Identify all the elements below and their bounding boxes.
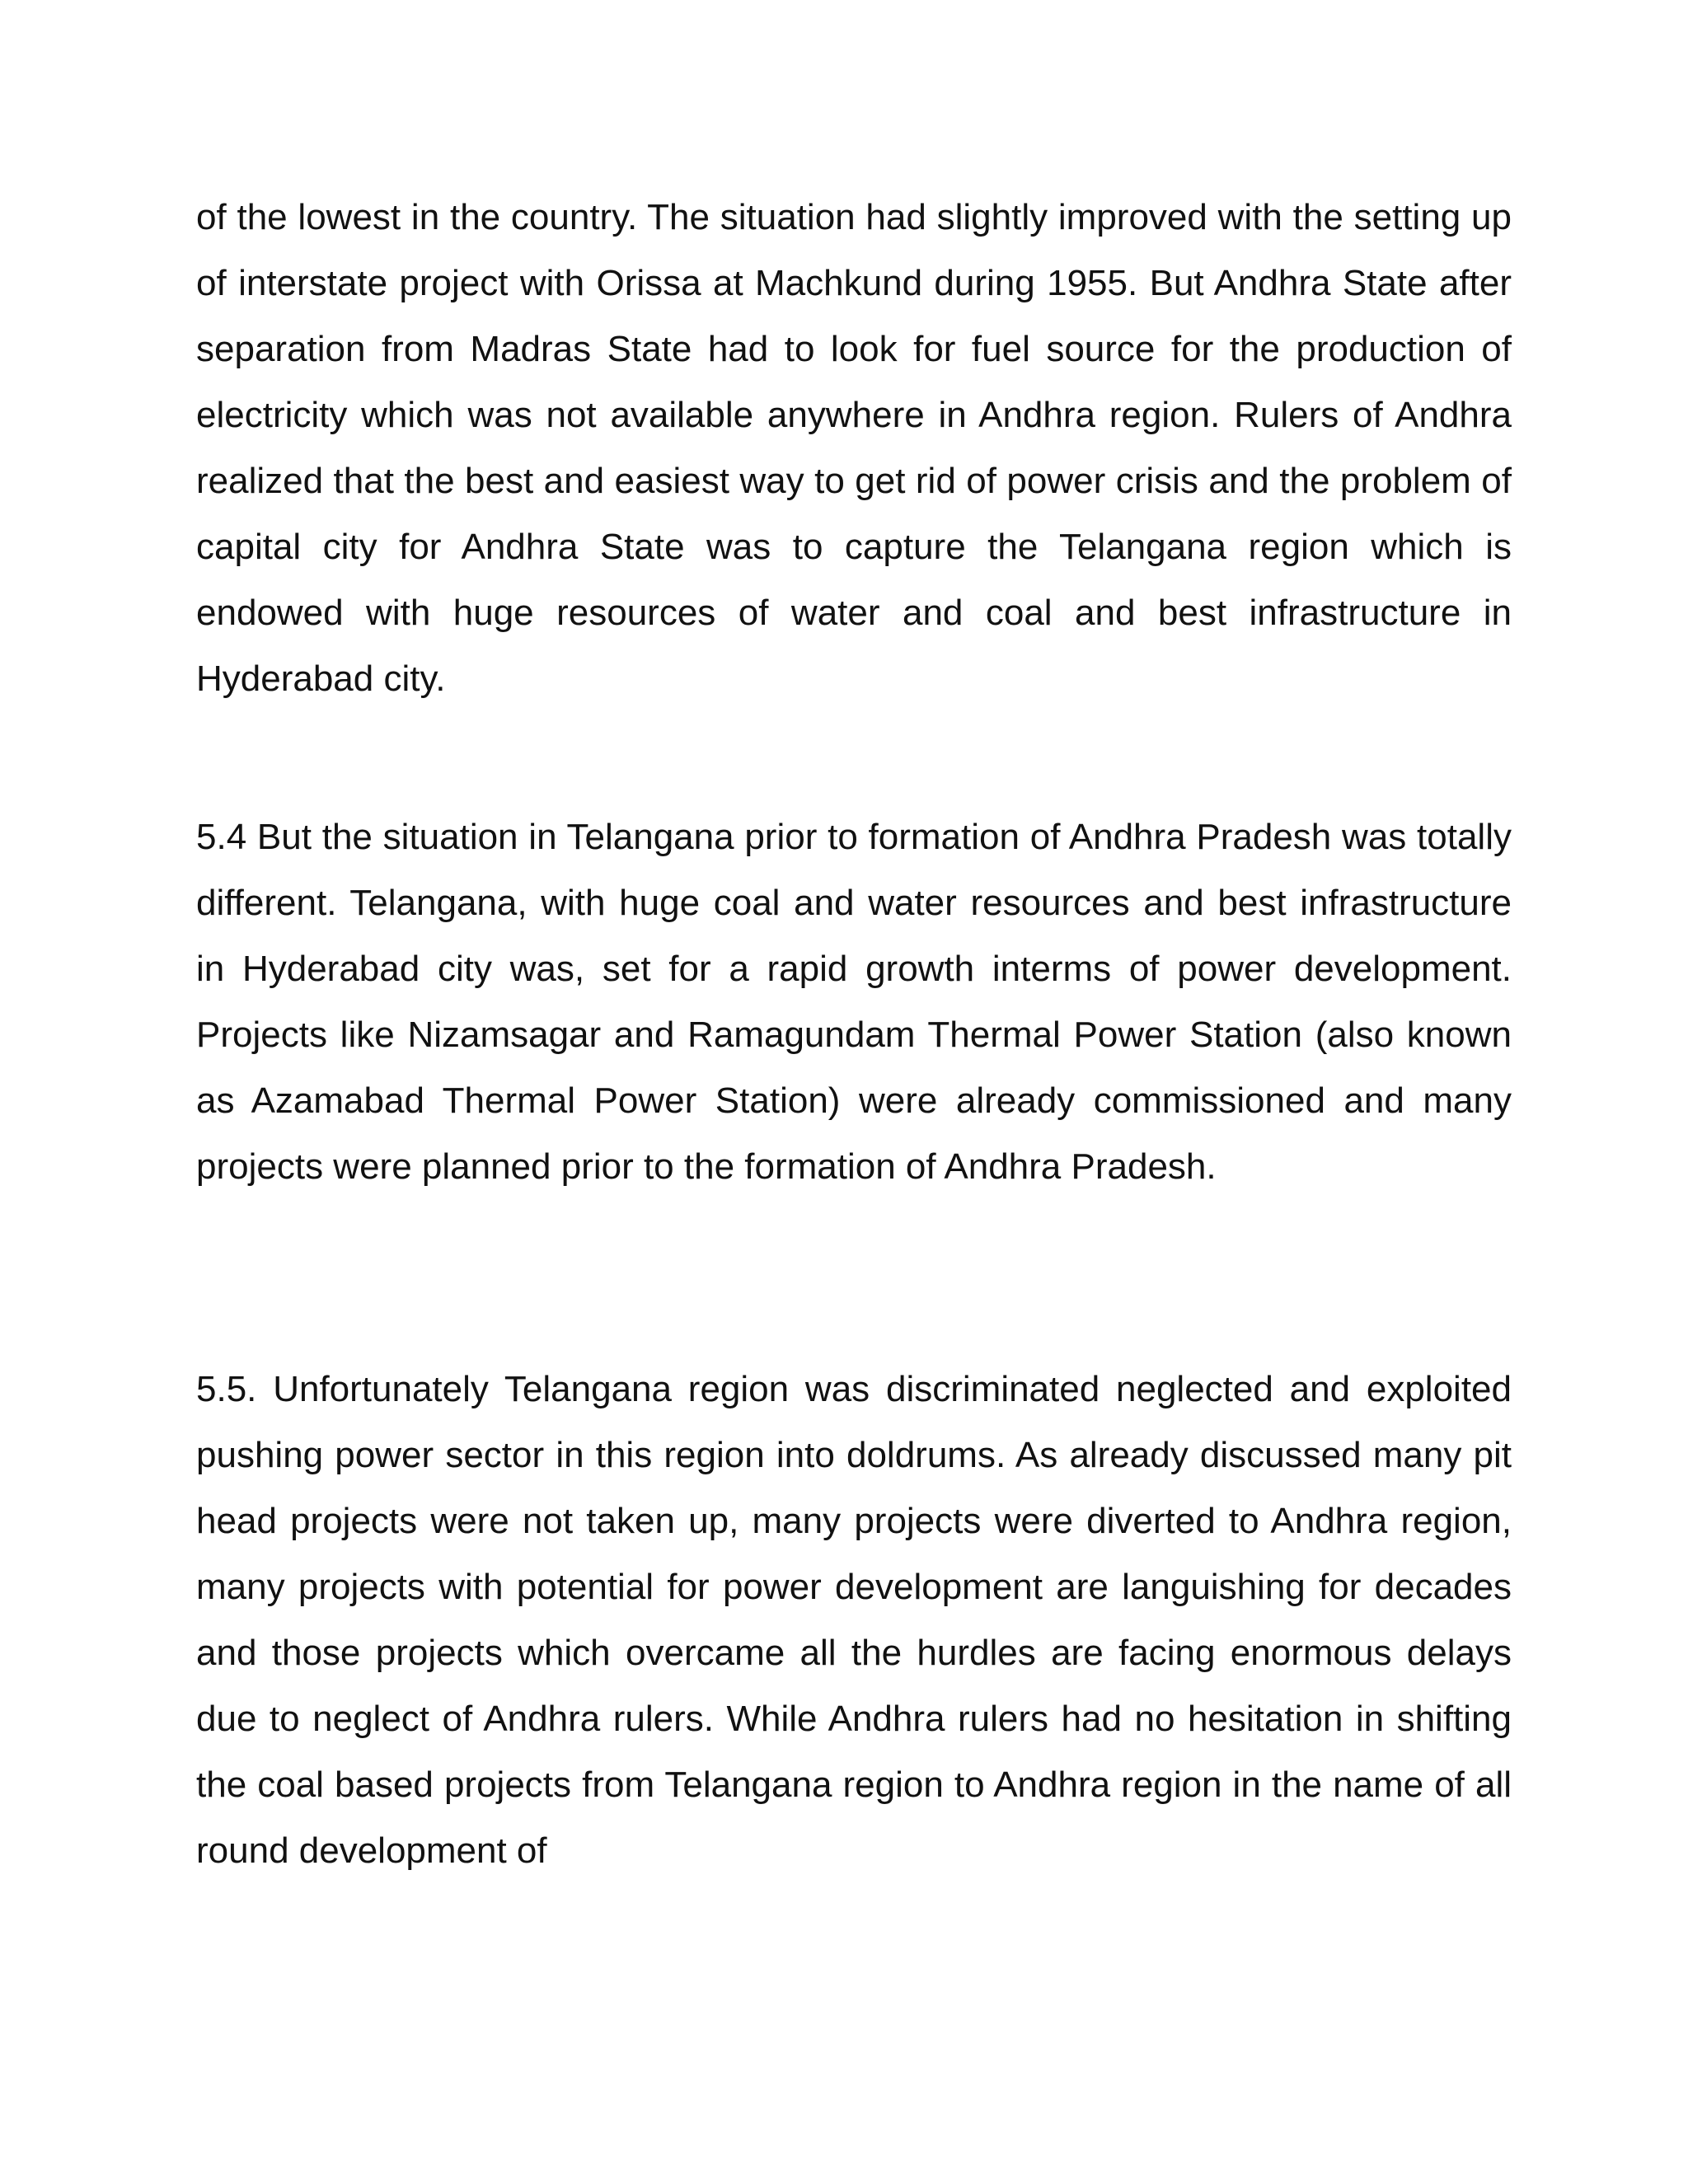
paragraph-5-4: 5.4 But the situation in Telangana prior to formation of Andhra Pradesh was totally different. Telangana, with huge coal and water resources and best infrastructure in Hyderabad city was, set for a rapid growth interms of power development. Projects like Nizamsagar and Ramagundam Thermal Power Station (also known as Azamabad Thermal Power Station) were already commissioned and many projects were planned prior to the formation of Andhra Pradesh. [196, 817, 1512, 1187]
paragraph-continued: of the lowest in the country. The situation had slightly improved with the setting up of interstate project with Orissa at Machkund during 1955. But Andhra State after separation from Madras State had to look for fuel source for the production of electricity which was not available anywhere in Andhra region. Rulers of Andhra realized that the best and easiest way to get rid of power crisis and the problem of capital city for Andhra State was to capture the Telangana region which is endowed with huge resources of water and coal and best infrastructure in Hyderabad city. [196, 197, 1512, 699]
paragraph-5-5: 5.5. Unfortunately Telangana region was discriminated neglected and exploited pushing power sector in this region into doldrums. As already discussed many pit head projects were not taken up, many projects were diverted to Andhra region, many projects with potential for power development are languishing for decades and those projects which overcame all the hurdles are facing enormous delays due to neglect of Andhra rulers. While Andhra rulers had no hesitation in shifting the coal based projects from Telangana region to Andhra region in the name of all round development of [196, 1369, 1512, 1871]
